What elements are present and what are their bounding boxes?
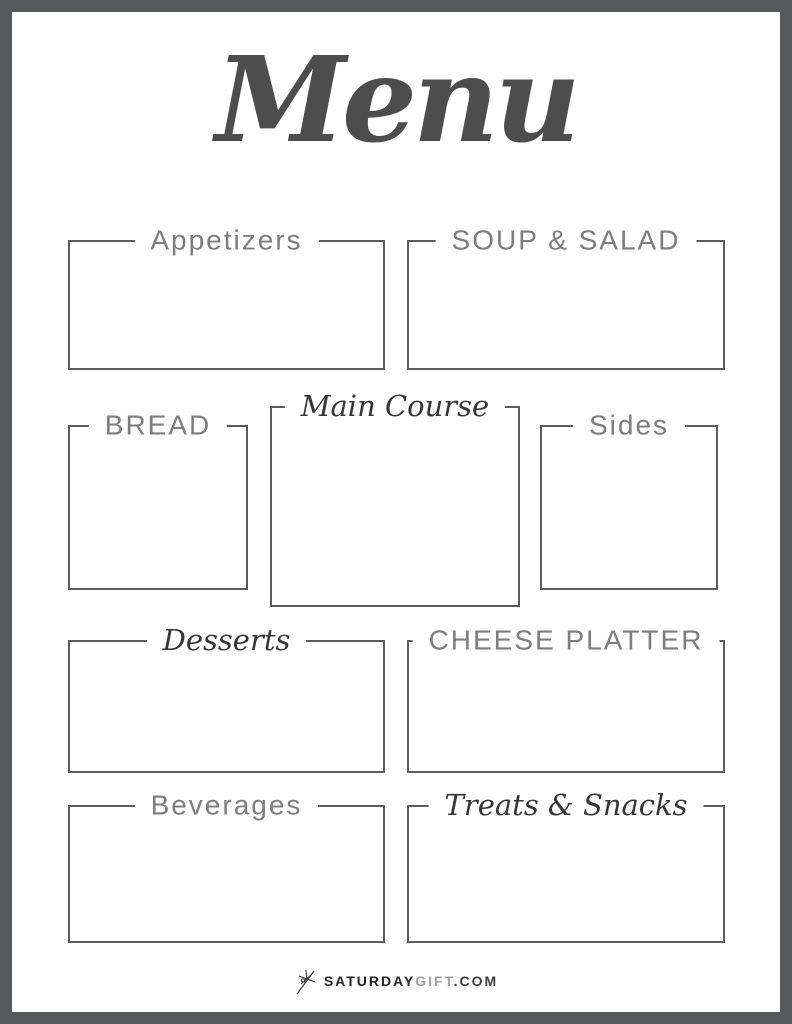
page-title: Menu (215, 30, 577, 169)
section-box-soup-salad (407, 224, 725, 370)
brand-primary: SATURDAY (323, 973, 416, 989)
section-box-sides (540, 409, 718, 590)
footer-brand (12, 966, 780, 996)
footer-brand-text (324, 973, 498, 989)
section-box-cheese-platter (407, 624, 725, 773)
section-label-appetizers: Appetizers (134, 225, 318, 256)
section-box-bread (68, 409, 248, 590)
section-label-soup-salad: SOUP & SALAD (436, 225, 697, 256)
brand-suffix: .COM (453, 973, 499, 989)
section-label-main-course: Main Course (285, 391, 505, 423)
section-box-beverages (68, 789, 385, 943)
brand-secondary: GIFT (415, 973, 454, 989)
section-label-beverages: Beverages (135, 790, 319, 821)
saturdaygift-flower-icon (294, 966, 320, 996)
section-box-main-course (270, 388, 520, 607)
section-box-treats-snacks (407, 787, 725, 943)
section-label-sides: Sides (573, 410, 685, 441)
section-label-desserts: Desserts (147, 625, 307, 657)
page-content (12, 12, 780, 1012)
section-label-treats-snacks: Treats & Snacks (429, 790, 704, 822)
section-label-cheese-platter: CHEESE PLATTER (413, 625, 720, 656)
section-box-desserts (68, 622, 385, 773)
section-box-appetizers (68, 224, 385, 370)
section-label-bread: BREAD (89, 410, 227, 441)
